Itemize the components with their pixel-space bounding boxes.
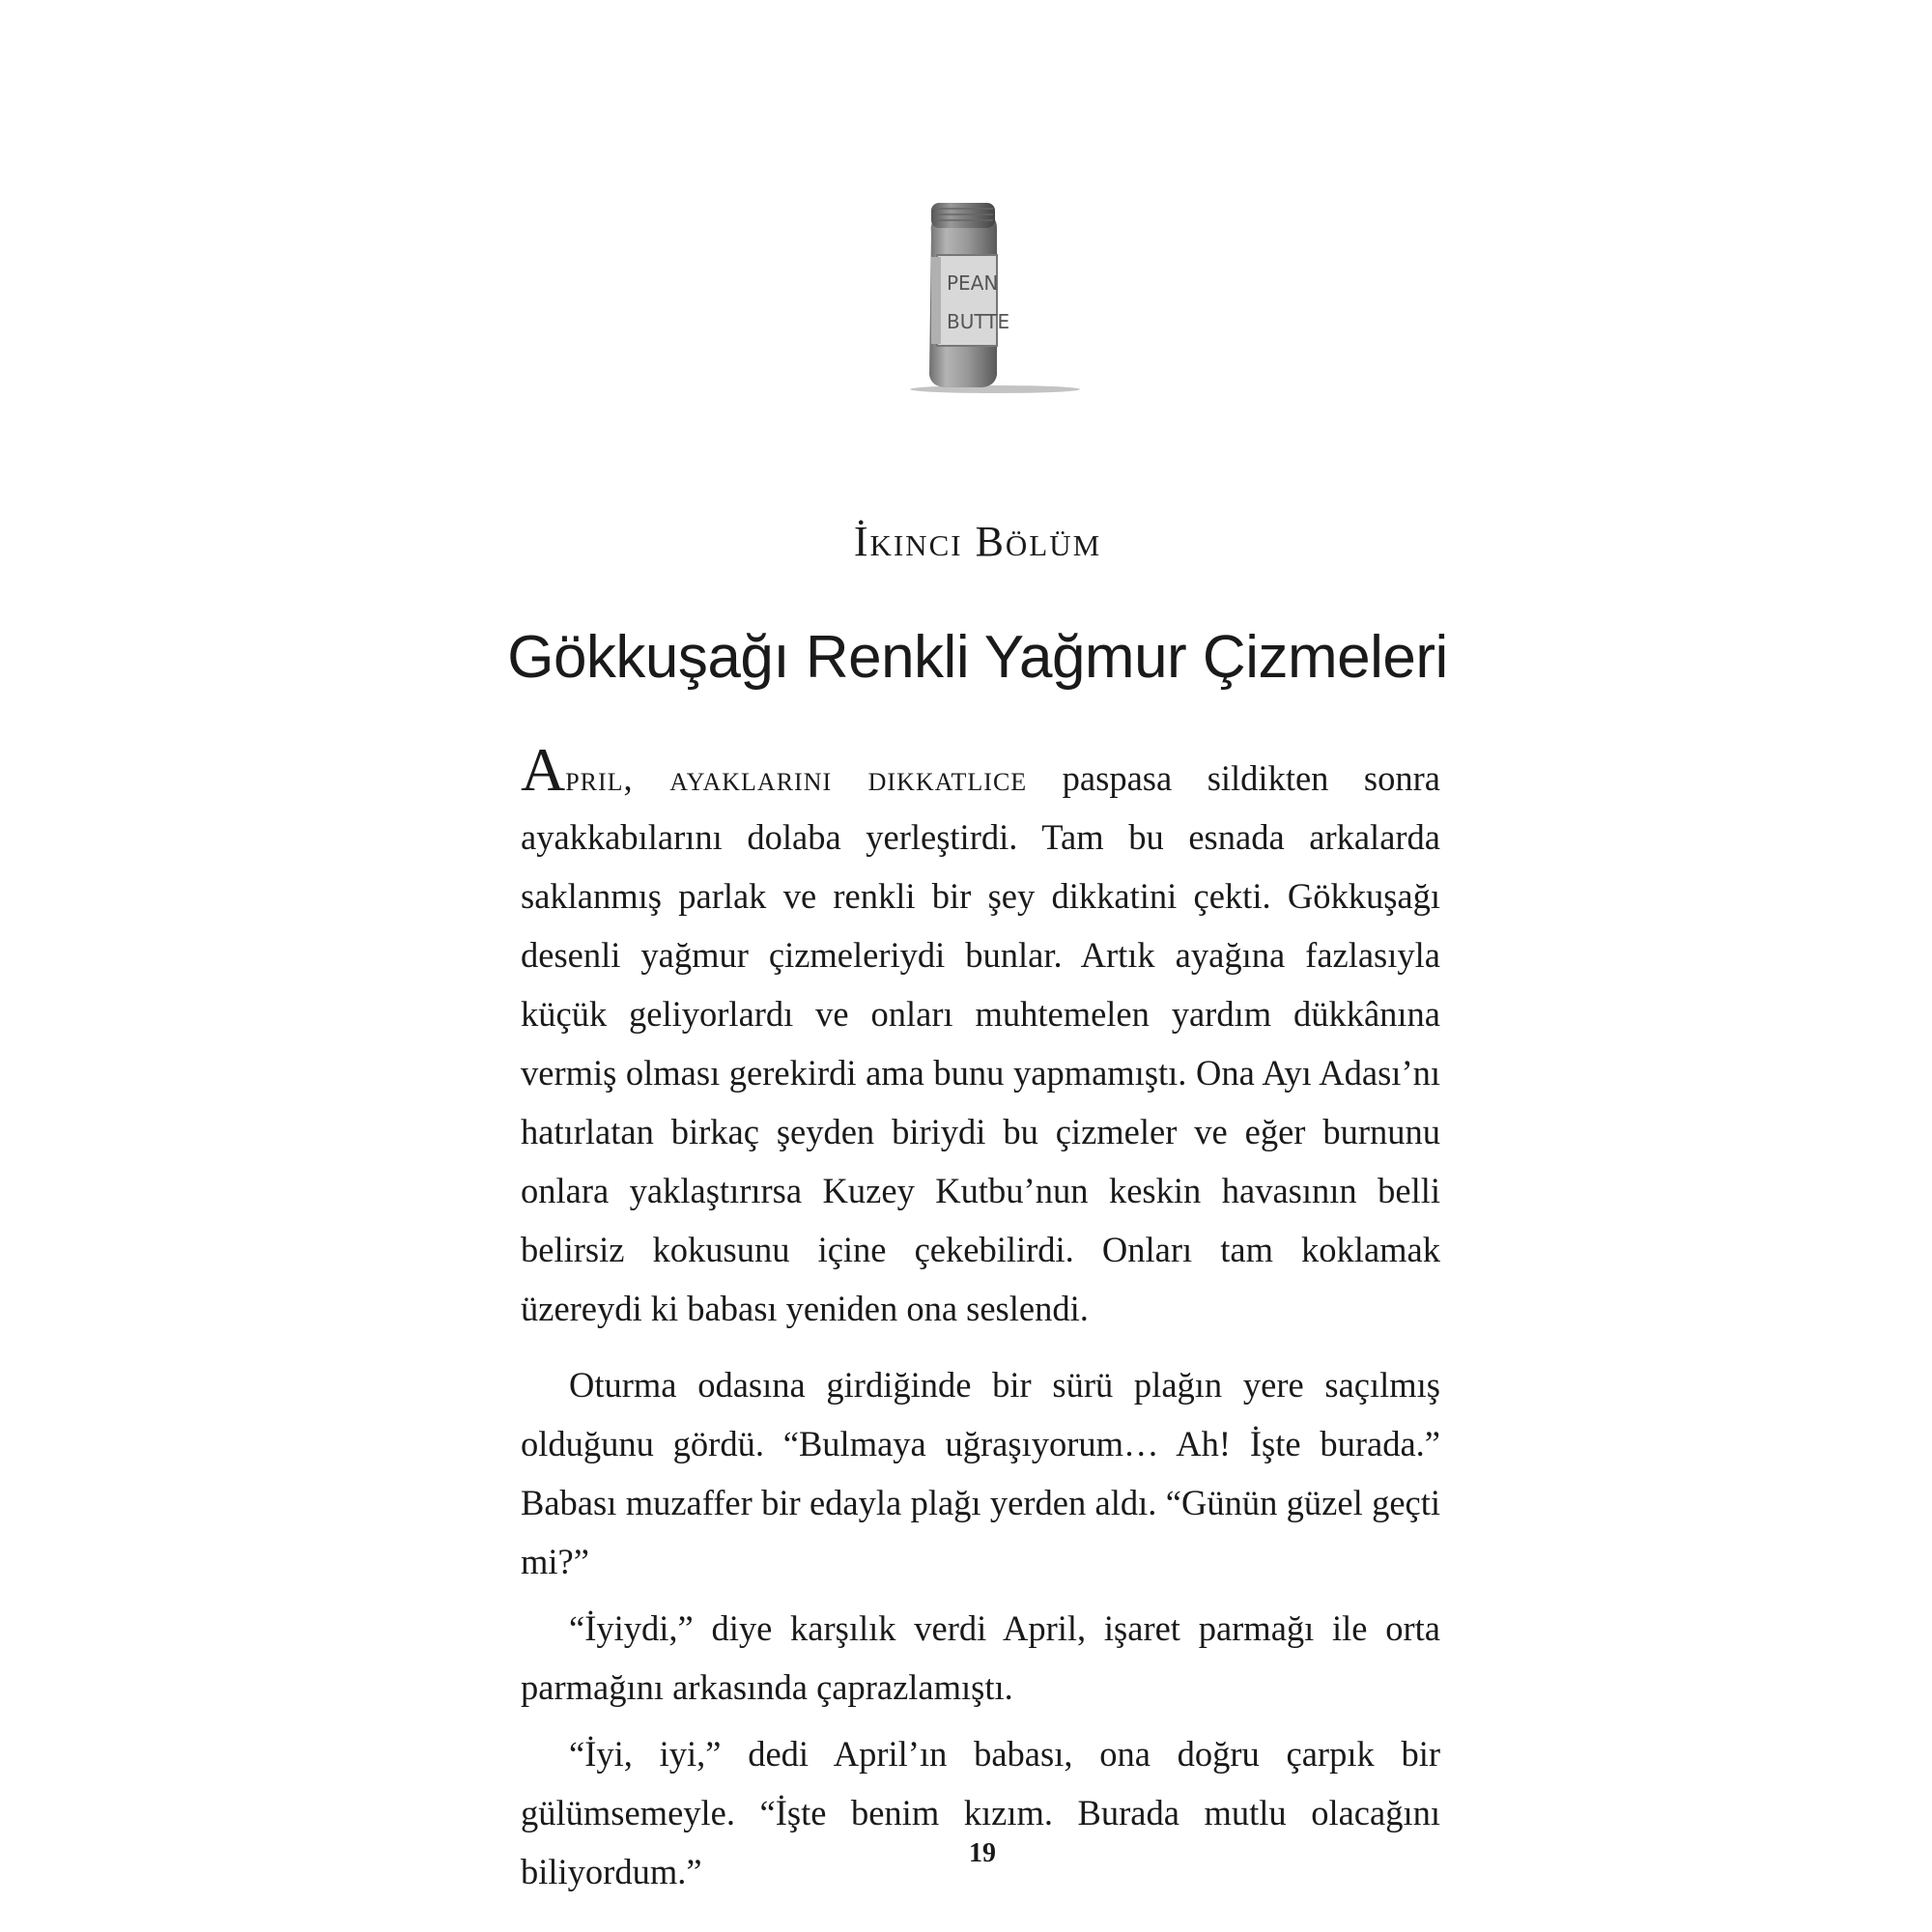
chapter-label: İkinci Bölüm <box>853 518 1102 565</box>
paragraph-1 <box>521 735 1440 1338</box>
paragraph-4: “İyi, iyi,” dedi April’ın babası, ona doğru çarpık bir gülümsemeyle. “İşte benim kızım. Burada mutlu olacağını biliyordum.” <box>521 1734 1440 1891</box>
peanut-butter-jar-illustration <box>908 193 1082 406</box>
paragraph-2: Oturma odasına girdiğinde bir sürü plağın yere saçılmış olduğunu gördü. “Bulmaya uğraşıyorum… Ah! İşte burada.” Babası muzaffer bir edayla plağı yerden aldı. “Günün güzel geçti mi?” <box>521 1365 1440 1581</box>
body-text <box>521 735 1440 1901</box>
paragraph-3: “İyiydi,” diye karşılık verdi April, işaret parmağı ile orta parmağını arkasında çaprazlamıştı. <box>521 1608 1440 1707</box>
chapter-title: Gökkuşağı Renkli Yağmur Çizmeleri <box>507 624 1448 691</box>
drop-cap: A <box>521 735 566 804</box>
paragraph-1-text: paspasa sildikten sonra ayakkabılarını dolaba yerleştirdi. Tam bu esnada arkalarda saklanmış parlak ve renkli bir şey dikkatini çekti. Gökkuşağı desenli yağmur çizmeleriydi bunlar. Artık ayağına fazlasıyla küçük geliyorlardı ve onları muhtemelen yardım dükkânına vermiş olması gerekirdi ama bunu yapmamıştı. Ona Ayı Adası’nı hatırlatan birkaç şeyden biriydi bu çizmeler ve eğer burnunu onlara yaklaştırırsa Kuzey Kutbu’nun keskin havasının belli belirsiz kokusunu içine çekebilirdi. Onları tam koklamak üzereydi ki babası yeniden ona seslendi. <box>521 758 1440 1328</box>
jar-label-line2: BUTTE <box>947 310 1010 333</box>
page-number: 19 <box>969 1838 996 1868</box>
jar-label-line1: PEAN <box>947 271 999 295</box>
opening-smallcaps: pril, ayaklarını dikkatlice <box>565 758 1028 798</box>
